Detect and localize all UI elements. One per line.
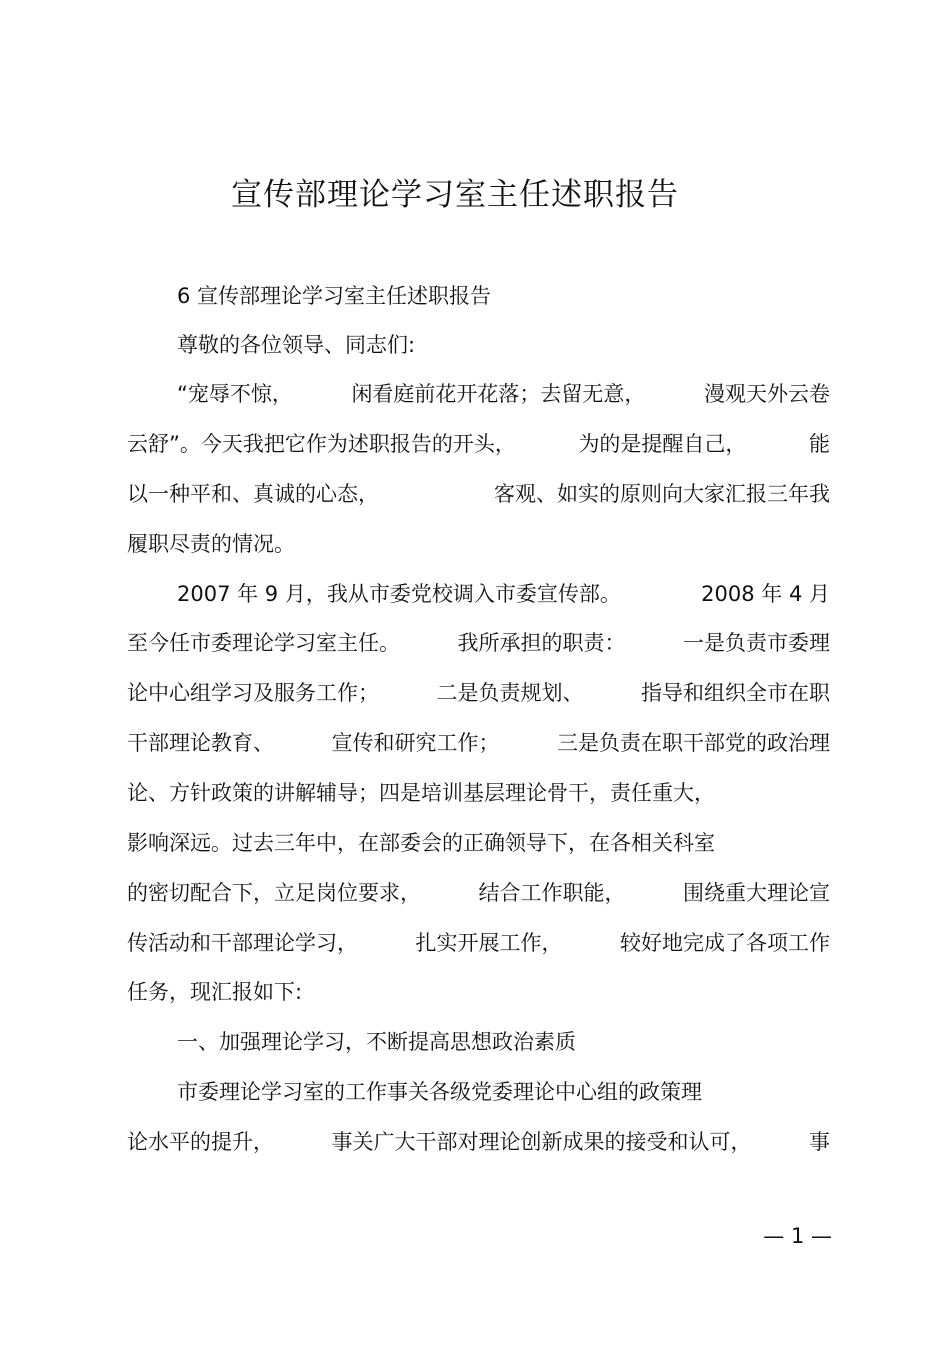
text-segment: 干部理论教育、 <box>127 731 274 755</box>
text-segment: 论中心组学习及服务工作； <box>127 681 379 705</box>
paragraph-line <box>127 429 830 459</box>
text-segment: 2008 年 4 月 <box>701 582 830 606</box>
paragraph-line <box>177 1027 576 1057</box>
text-segment: 任务，现汇报如下: <box>127 980 303 1004</box>
paragraph-line <box>127 479 830 509</box>
paragraph-line <box>177 379 830 409</box>
paragraph-line <box>177 579 830 609</box>
text-segment: 传活动和干部理论学习， <box>127 931 358 955</box>
paragraph-line <box>127 778 715 808</box>
text-segment: 云舒”。今天我把它作为述职报告的开头， <box>127 432 516 456</box>
text-segment: 客观、如实的原则向大家汇报三年我 <box>494 482 830 506</box>
paragraph-line <box>177 1077 702 1107</box>
text-segment: 一是负责市委理 <box>683 631 830 655</box>
text-segment: 围绕重大理论宣 <box>683 881 830 905</box>
text-segment: 影响深远。过去三年中，在部委会的正确领导下，在各相关科室 <box>127 831 715 855</box>
text-segment: 指导和组织全市在职 <box>641 681 830 705</box>
text-segment: 至今任市委理论学习室主任。 <box>127 631 400 655</box>
text-segment: 宣传和研究工作； <box>331 731 500 755</box>
paragraph-line <box>127 529 295 559</box>
text-segment: 一、加强理论学习，不断提高思想政治素质 <box>177 1030 576 1054</box>
text-segment: 为的是提醒自己， <box>578 432 747 456</box>
text-segment: 事关广大干部对理论创新成果的接受和认可， <box>331 1130 752 1154</box>
paragraph-line <box>127 628 830 658</box>
paragraph-line <box>127 928 830 958</box>
text-segment: 以一种平和、真诚的心态， <box>127 482 379 506</box>
text-segment: “宠辱不惊， <box>177 382 293 406</box>
paragraph-line <box>177 330 415 360</box>
text-segment: 我所承担的职责： <box>457 631 626 655</box>
page-number: — 1 — <box>763 1224 832 1248</box>
text-segment: 6 宣传部理论学习室主任述职报告 <box>177 284 492 308</box>
text-segment: 结合工作职能， <box>478 881 626 905</box>
text-segment: 市委理论学习室的工作事关各级党委理论中心组的政策理 <box>177 1080 702 1104</box>
text-segment: 论、方针政策的讲解辅导；四是培训基层理论骨干，责任重大， <box>127 781 715 805</box>
text-segment: 2007 年 9 月，我从市委党校调入市委宣传部。 <box>177 582 621 606</box>
text-segment: 的密切配合下，立足岗位要求， <box>127 881 421 905</box>
text-segment: 履职尽责的情况。 <box>127 532 295 556</box>
document-title: 宣传部理论学习室主任述职报告 <box>231 177 679 213</box>
text-segment: 扎实开展工作， <box>415 931 563 955</box>
text-segment: 较好地完成了各项工作 <box>620 931 830 955</box>
paragraph-line <box>127 977 302 1007</box>
text-segment: 事 <box>809 1130 830 1154</box>
paragraph-line <box>127 678 830 708</box>
text-segment: 闲看庭前花开花落；去留无意， <box>351 382 646 406</box>
text-segment: 二是负责规划、 <box>436 681 584 705</box>
paragraph-line <box>127 1127 830 1157</box>
paragraph-line <box>127 878 830 908</box>
paragraph-line <box>127 828 715 858</box>
text-segment: 论水平的提升， <box>127 1130 274 1154</box>
paragraph-line <box>127 728 830 758</box>
paragraph-line <box>177 281 491 311</box>
text-segment: 能 <box>808 432 830 456</box>
text-segment: 漫观天外云卷 <box>703 382 830 406</box>
text-segment: 三是负责在职干部党的政治理 <box>557 731 830 755</box>
text-segment: 尊敬的各位领导、同志们: <box>177 333 416 357</box>
